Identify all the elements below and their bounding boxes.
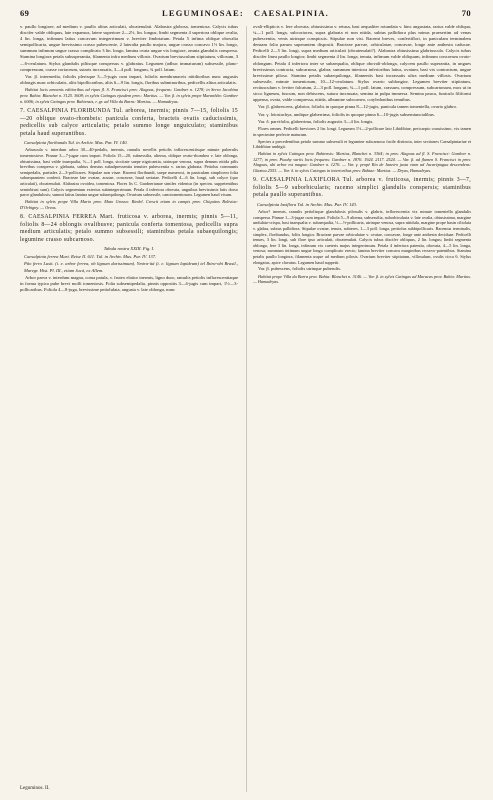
page-number-left: 69 — [20, 8, 30, 18]
page-number-right: 70 — [461, 8, 471, 18]
habitat-paragraph: Habitat in sylvis prope Villa Mario prov. Mato Grosso: Riedel. Crescit etiam in campis prov. Chiquitos Boliviae: D'Orbigny. — Oreas. — [20, 198, 238, 210]
text-paragraph: Var. β. glabrescens, glabrior, foliolis in quoque pinna 8—12-jugis, panicula tamen tomentella, ovario glabro. — [258, 104, 458, 110]
species-heading: 7. CAESALPINIA FLORIBUNDA Tul. arborea, inermis; pinnis 7—15, foliolis 15—20 oblique ovato-rhombeis: panicula conferta, bracteis ovatis caducissimis, pedicellis sub calyce articulatis; petalo summo longe unguiculato; staminibus petala haud superantibus. — [20, 108, 238, 137]
citation-line: Pâo ferro Lusit. (i. e. arbor ferrea, ob lignum durissimum). Ymira-itá (i. e. lignum lapideum) tel Ibira-obi Brasil., Maregr. Hist. Pl. III., etiam Jucá, ex Allem. — [24, 261, 238, 273]
text-paragraph: ovali-ellipticis v. fere obovata, obtusissima v. retusa, basi aequaliter rotundata v. hinc angustata, rarius valde obliqua, ¼—1 poll. longa, subcoriacea, supra glabrata et non nitida, subtus pallidiora plus minus praesertim ad venas pubescentia, venis utrinque conspicuis. Stipulae non visi. Racemi breves, confertiflori, in paniculam terminalem densam folia parum superantem dispositi. Bracteae parvae, orbiculatae, concavae, longe ante anthesin caducae. Pedicelli 2—5 lin. longi, supra medium articulati (obcatenulati?). Alabastra obtusissima glabriuscula. Calycis tubus discifer linea paullo longior; limbi segmenta 4 lin. longa, tenuia, infimum valde obliquum, infimum concavum ovato-oblongum. Petala 4 inferiora inter se subaequalia, oblique obovali-oblonga, calycem paullo superantia, in ungues brevissimos contracta, subcarnosa, glabra; summum interiora inferioribus latius, ovatum, basi vix contractum, ungue brevissime piloso. Stamina petalis subaequilonga, filamentis basi incrassatis ultra medium villosis. Ovarium subsessile, minute tomentosum, 10—12-ovulatum. Stylus ovario sublongior. Legumen breviter stipitatum, rectiusculum v. leviter falcatum, 2—3 poll. longum, ¾—1 poll. latum, crassum, compressum, subcarnosum, mox ut in sicco ligneum, fuscum, non dehiscens, sutura incrassata, semina in pulpa immersa. Semina pauca, funiculo filiformi appensa, ovata, valde compressa, nitida, albumine subcorneo, cotyledonibus tenuibus. — [253, 24, 471, 103]
text-paragraph: Arbor? inermis, ramulis petiolisque glandulosis pilosulis v. glabris, inflorescentia vix minute tomentella glandulis conspersa. Pinnae 1—3-jugae cum impari. Foliola 5—9 alterna, subsessilia, suborbicularia v. late ovalia, obtusissima, margine undulato-crispa, basi inaequalia v. subaequalia, ⅓—½-pollicaria, utrinque venosa, supra nitidula, margine prope basin ciliolata v. glabra, subtus pallidiora. Stipulae ovatae, tenuis, subteres, 1—3 poll. longa, pertiolus subbipollicaris. Racemus terminalis, simplex, floribundus, foliis longior. Bracteae parvae orbiculatae v. ovatae, concavae, longe ante anthesin deciduae. Pedicelli tenues, 3 lin. longi, sub flore ipso articulati, obcatenulati. Calycis tubus discifer obliquus, 2 lin. longus; limbi segmenta oblonga, fere 3 lin. longa, infimum vix caeteris majus integerrimum. Petala 4 inferiora patentia, obovata, 4—5 lin. longa, venosa; summum intimum ungue longo complicato erecto, lamina breviter concava marginibus recurvo-patentibus. Stamina petalis paullo longiora, filamenta usque ad medium pilosis. Ovarium breviter stipitatum, villosulum, ovulis circa 6. Stylus elongatus, apice clavatus. Legumen haud suppetit. — [253, 209, 471, 265]
text-paragraph: v. paullo longiore, ad medium v. paullo altius articulati, obcatenulati. Alabastra globosa, tomentosa. Calycis tubus discifer valde obliquus, late expansus, latere superiore 2—2½, lin. longus; limbi segmenta 4 superiora oblique ovalia, 4 lin. longa, infimum latius concavum integerrimum v. breviter fimbriatum. Petala 5 infima oblique obovalia semipollicaria, ungue brevissimo crasso pubescente, 2 lateralia paullo majora, ungue crasso concavo 1½ lin. longo, summum infimum ungue crasso complicato 3 lin. longo, lamina ovata ungue vix longiore, omnia glandulis conspersa. Stamina longiora petala subsuperantia, filamenta infra medium villosis. Ovarium breviusculum stipitatum, villosum, 3—6-ovulatum. Stylus glandulis piliisque conspersus v. glabratus. Legumen (adhuc immaturum) subsessile, plano-compressum, crasse coriaceum, sutaris incrassatis, 3—4 poll. longum, ¾ poll. latum. — [20, 24, 238, 72]
plate-reference: Tabula nostra XXIII. Fig. I. — [103, 246, 155, 252]
citation-line: Caesalpinia laxiflora Tul. in Archiv. Mus. Par. IV. 143. — [257, 201, 358, 207]
running-title — [20, 8, 471, 18]
right-column — [253, 24, 471, 796]
running-title-left: LEGUMINOSAE: — [161, 8, 244, 18]
signature-mark: Leguminos. II. — [20, 786, 50, 791]
citation-line: Caesalpinia ferrea Mart. Reise II. 611. Tul. in Archiv. Mus. Par. IV. 137. — [24, 254, 157, 260]
text-paragraph: Flores omnes. Pedicelli breviores 2 lin. longi. Legumen 1½—2-pollicare lato Libidibiae, pericarpio crassissimo, vix tamen in specimine perfecte maturum. — [253, 126, 471, 137]
left-column — [20, 24, 238, 796]
text-paragraph: Species a precedentibus petalo summo subsessili et legumine subcarnoso facile distincta, inter sectiones Caesalpiniariae et Libidibiae ambigit. — [253, 138, 471, 150]
habitat-paragraph: Habitat locis amoenis editioribus ad ripas fl. S. Francisci prov. Alagoas, frequens: Gardner n. 1278; in Serra Jacobina prov. Bahia: Blanchet n. 3125. 3608; in sylvis Catingas ejusdem prov.: Martius. — Var. β. in sylvis prope Maranhão: Gardner n. 6006; in sylvis Catingas prov. Bahiensis, r. gr. ad Villa da Barra: Martius. — Hamadryas. — [20, 87, 238, 104]
text-paragraph: Var. β. pubescens, foliolis utrinque puberulis. — [258, 266, 342, 272]
text-paragraph: Arbuscula v. interdum arbor 30—40-pedalis, inermis, ramulis novellis petiolis inflorescentiisque minute puberulis tomentosiove. Pinnae 3—7-jugae cum impari. Foliola 15—20, subsessilia, alterna, oblique ovato-rhombea v. late oblonga, obtusissima, basi valde inaequalia, ⅓—1 poll. longa, siccitate saepe nigricantia, utrinque venosa, supra demum nitida pilis brevibus conspersa v. glabrata, subtus densius subadpressentia tenuiter pubescentia v. rarius glabrata. Petiolus communis semipedalis, partiales 2—3-pollicares. Stipulae non visae. Racemi floribundi, saepe numerosi, in paniculam simplicem folia subaequantem conferti. Bracteae late ovatae, acutae, concavae, haud seriatae. Pedicelli 4—6 lin. longi, sub calyce (quo articulati), obcatenulati. Alabastra ovoidea, tomentosa. Flores lis C. Gardnerianae similes videntur (in specim. suppetentibus semiobtusi sunt). Calycis segmentum exterius subintegerrimum. Petala 4 inferiora obovata, unguibus brevissimis latis dorso parce glandulosis; summi latius lamina ungue subaequilonga. Ovarium subsessile, canotomentosum. Legumen haud visum. — [20, 147, 238, 198]
species-heading: 9. CAESALPINIA LAXIFLORA Tul. arborea v. fruticosa, inermis; pinnis 3—7, foliolis 5—9 suborbicularis; racemo simplici glandulis conspersis; staminibus petala paullo superantibus. — [253, 177, 471, 199]
citation-line: Caesalpinia floribunda Tul. in Archiv. Mus. Par. IV. 140. — [24, 140, 128, 146]
habitat-paragraph: Habitat in sylvis Catingas prov. Bahiensis: Martius, Blanchet n. 3364; in prov. Alagoas ad fl. S. Francisci: Gardner n. 1277; in prov. Piauhy variis locis frequens: Gardner n. 1876. 1924. 2117. 2524. — Var. β. ad flumen S. Francisci in prov. Alagoas, ubi arbor est magna: Gardner n. 1276. — Var. γ. propè Rio de Janeiro juxta viam ad Jacarèpagua descendens: Glaziou 2553. — Var. δ. in sylvis Catingas in interioribus prov. Bahiae: Martius. — Dryas, Hamadryas. — [253, 151, 471, 173]
species-heading: 8. CAESALPINIA FERREA Mart. fruticosa v. arborea, inermis; pinnis 5—11, foliolis 8—24 oblongis ovalibusve; panicula conferta tomentosa, pedicellis supra medium articulatis; petalo summo subsessili; staminibus petala subaequilongis; legumine crasso subcarnoso. — [20, 214, 238, 243]
running-title-right: CAESALPINIA. — [253, 8, 329, 18]
habitat-paragraph: Habitat prope Villa da Barra prov. Bahia: Blanchet n. 3146. — Var. β. in sylvis Catingas ad Maracas prov. Bahia: Martius. — Hamadryas. — [253, 273, 471, 285]
text-paragraph: Arbor parva v. interdum magna, coma patula, v. frutex elatior inermis, ligno duro, ramulis petiolis inflorescentiaque in forma typica pube brevi molli tomentosis. Folia subsemipedalia, pinnis oppositis 3—4-jugis cum impari, 1½—3-pollicaribus. Foliola 4—8-juga, brevissime petiolulata, angusta v. late oblonga, nunc — [20, 274, 238, 293]
column-divider — [246, 26, 247, 792]
text-paragraph: Var. γ. leiostachya, undique glaberrima, foliolis in quoque pinna 6—10-jugis subsemiuncialibus. — [258, 111, 435, 117]
text-paragraph: Var. δ. parvifolia, glaberrima, foliolis augustis 3—4 lin. longis. — [258, 118, 374, 124]
page-header — [20, 8, 471, 24]
text-paragraph: Var. β. intermedia, foliolis plerisque 3—5-jugis cum impari, foliolis membranaceis nitidioribus nunc angustis oblongis nunc orbiculatis, aliis bipollicaribus, aliis 6—9 lin. longis, floribus subminoribus, pedicellis altius articulatis. — [20, 73, 238, 86]
